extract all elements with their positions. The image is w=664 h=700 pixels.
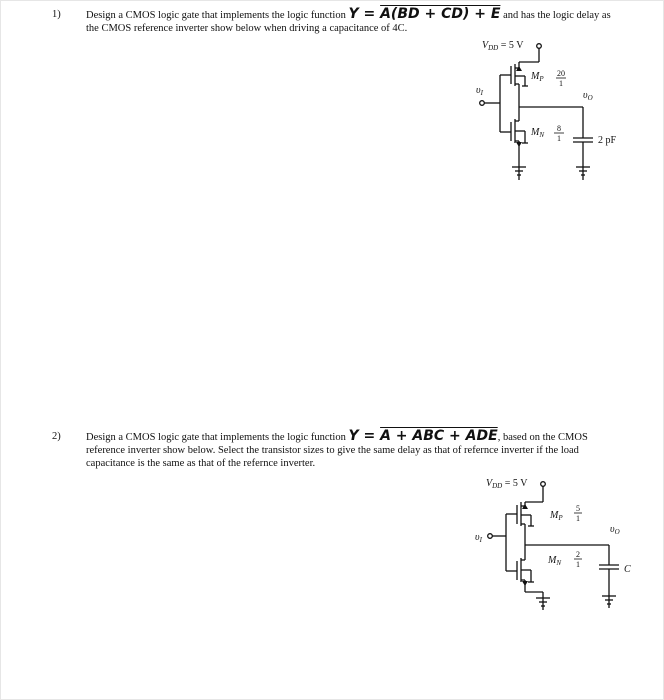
circuit-2-input-label: $\upsilon_I$ xyxy=(475,532,482,544)
question-1-text-before: Design a CMOS logic gate that implements the logic function xyxy=(86,10,346,21)
question-2-function-lhs: Y = xyxy=(348,428,381,444)
circuit-2-pmos-ratio-top: 5 xyxy=(576,504,580,513)
circuit-2-nmos-ratio-bottom: 1 xyxy=(576,560,580,569)
question-2-text-before: Design a CMOS logic gate that implements the logic function xyxy=(86,432,346,443)
circuit-1-input-label: $\upsilon_I$ xyxy=(476,85,483,97)
circuit-1-output-label: $\upsilon_O$ xyxy=(583,90,593,102)
circuit-2-vdd-terminal xyxy=(541,482,546,487)
circuit-1-pmos-ratio-top: 20 xyxy=(557,69,565,78)
circuit-2-output-label: $\upsilon_O$ xyxy=(610,524,620,536)
question-2-text-after: , based on the CMOS reference inverter show below. Select the transistor sizes to give the same delay as that of refernce inverter if the load capacitance is the same as that of the refernce inverter. xyxy=(86,432,588,469)
circuit-2-input-terminal xyxy=(488,534,493,539)
question-2-function-expr: A + ABC + ADE xyxy=(380,428,498,444)
circuit-1-nmos-label: $M_N$ xyxy=(531,127,545,139)
circuit-2-nmos-ratio-top: 2 xyxy=(576,550,580,559)
question-2-number: 2) xyxy=(52,431,61,442)
question-1-number: 1) xyxy=(52,9,61,20)
question-1-text-after: and has the logic delay as the CMOS reference inverter show below when driving a capacitance of 4C. xyxy=(86,10,611,34)
circuit-1-pmos-ratio-bottom: 1 xyxy=(559,79,563,88)
circuit-1-nmos-ratio-top: 8 xyxy=(557,124,561,133)
circuit-2-wires xyxy=(488,482,619,610)
circuit-1-nmos-ratio-bottom: 1 xyxy=(557,134,561,143)
circuit-2-nmos-arrow xyxy=(522,581,528,586)
circuit-2-pmos-ratio-bottom: 1 xyxy=(576,514,580,523)
circuit-1-pmos-label: $M_P$ xyxy=(531,71,544,83)
circuit-1-vdd-label: $V_{DD} = 5$ V xyxy=(482,40,524,52)
circuit-2-pmos-label: $M_P$ xyxy=(550,510,563,522)
circuit-1-load-label: 2 pF xyxy=(598,135,617,146)
circuit-2-load-label: C xyxy=(624,564,631,575)
question-1-function-expr: A(BD + CD) + E xyxy=(380,6,501,22)
circuit-2-vdd-label: $V_{DD} = 5$ V xyxy=(486,478,528,490)
circuit-2-nmos-label: $M_N$ xyxy=(548,555,562,567)
question-1-function-lhs: Y = xyxy=(348,6,381,22)
